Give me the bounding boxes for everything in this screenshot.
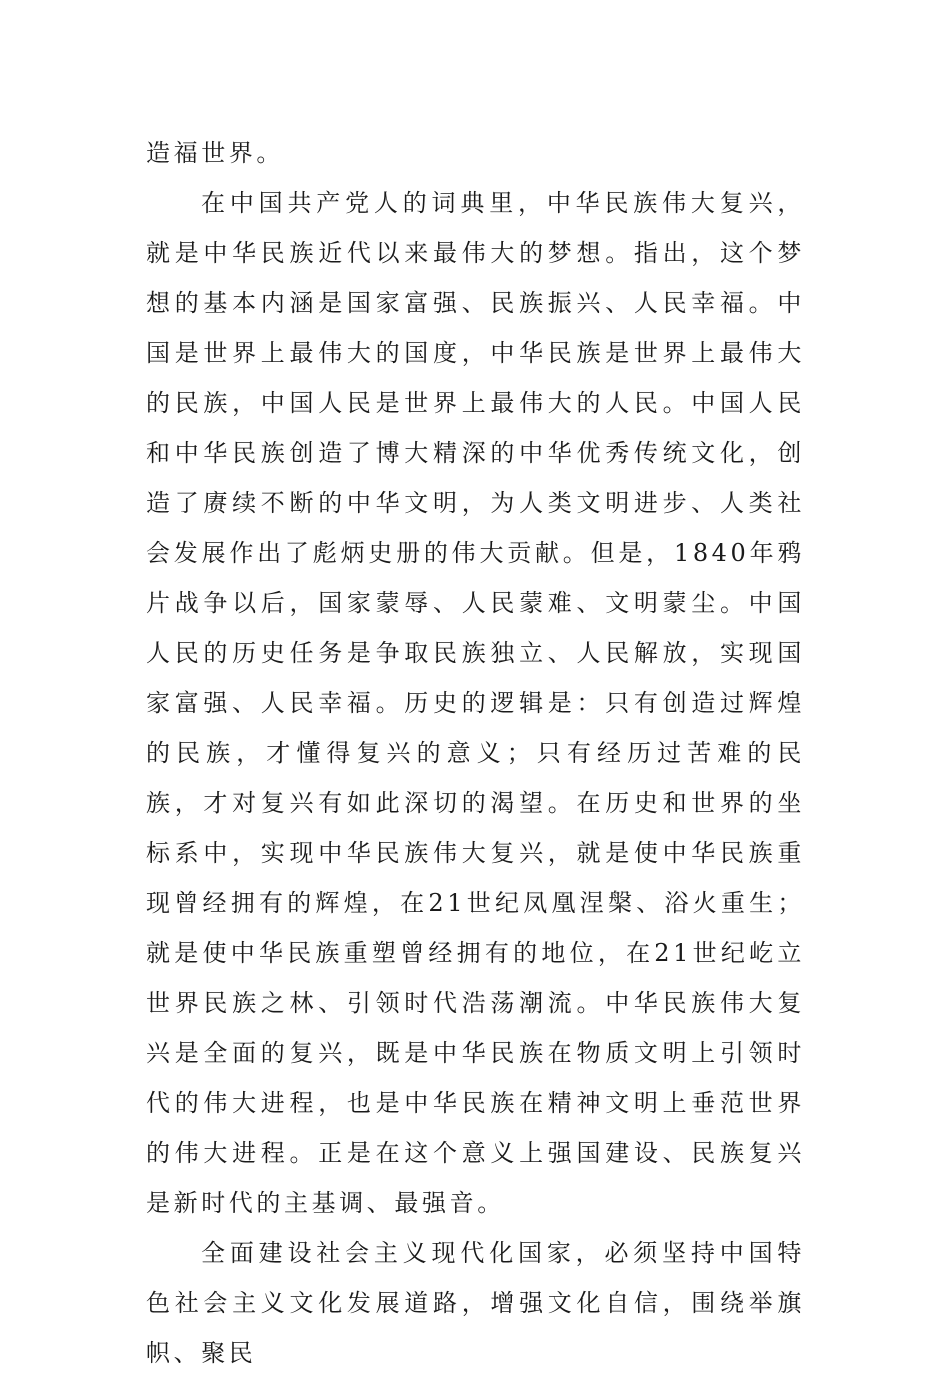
paragraph-cultural-development: 全面建设社会主义现代化国家，必须坚持中国特色社会主义文化发展道路，增强文化自信，围绕举旗帜、聚民	[146, 1239, 805, 1367]
paragraph-national-rejuvenation: 在中国共产党人的词典里，中华民族伟大复兴，就是中华民族近代以来最伟大的梦想。指出，这个梦想的基本内涵是国家富强、民族振兴、人民幸福。中国是世界上最伟大的国度，中华民族是世界上最伟大的民族，中国人民是世界上最伟大的人民。中国人民和中华民族创造了博大精深的中华优秀传统文化，创造了赓续不断的中华文明，为人类文明进步、人类社会发展作出了彪炳史册的伟大贡献。但是，1840年鸦片战争以后，国家蒙辱、人民蒙难、文明蒙尘。中国人民的历史任务是争取民族独立、人民解放，实现国家富强、人民幸福。历史的逻辑是：只有创造过辉煌的民族，才懂得复兴的意义；只有经历过苦难的民族，才对复兴有如此深切的渴望。在历史和世界的坐标系中，实现中华民族伟大复兴，就是使中华民族重现曾经拥有的辉煌，在21世纪凤凰涅槃、浴火重生；就是使中华民族重塑曾经拥有的地位，在21世纪屹立世界民族之林、引领时代浩荡潮流。中华民族伟大复兴是全面的复兴，既是中华民族在物质文明上引领时代的伟大进程，也是中华民族在精神文明上垂范世界的伟大进程。正是在这个意义上强国建设、民族复兴是新时代的主基调、最强音。	[146, 189, 805, 1217]
document-body	[146, 128, 805, 1378]
paragraph-continuation: 造福世界。	[146, 139, 284, 167]
